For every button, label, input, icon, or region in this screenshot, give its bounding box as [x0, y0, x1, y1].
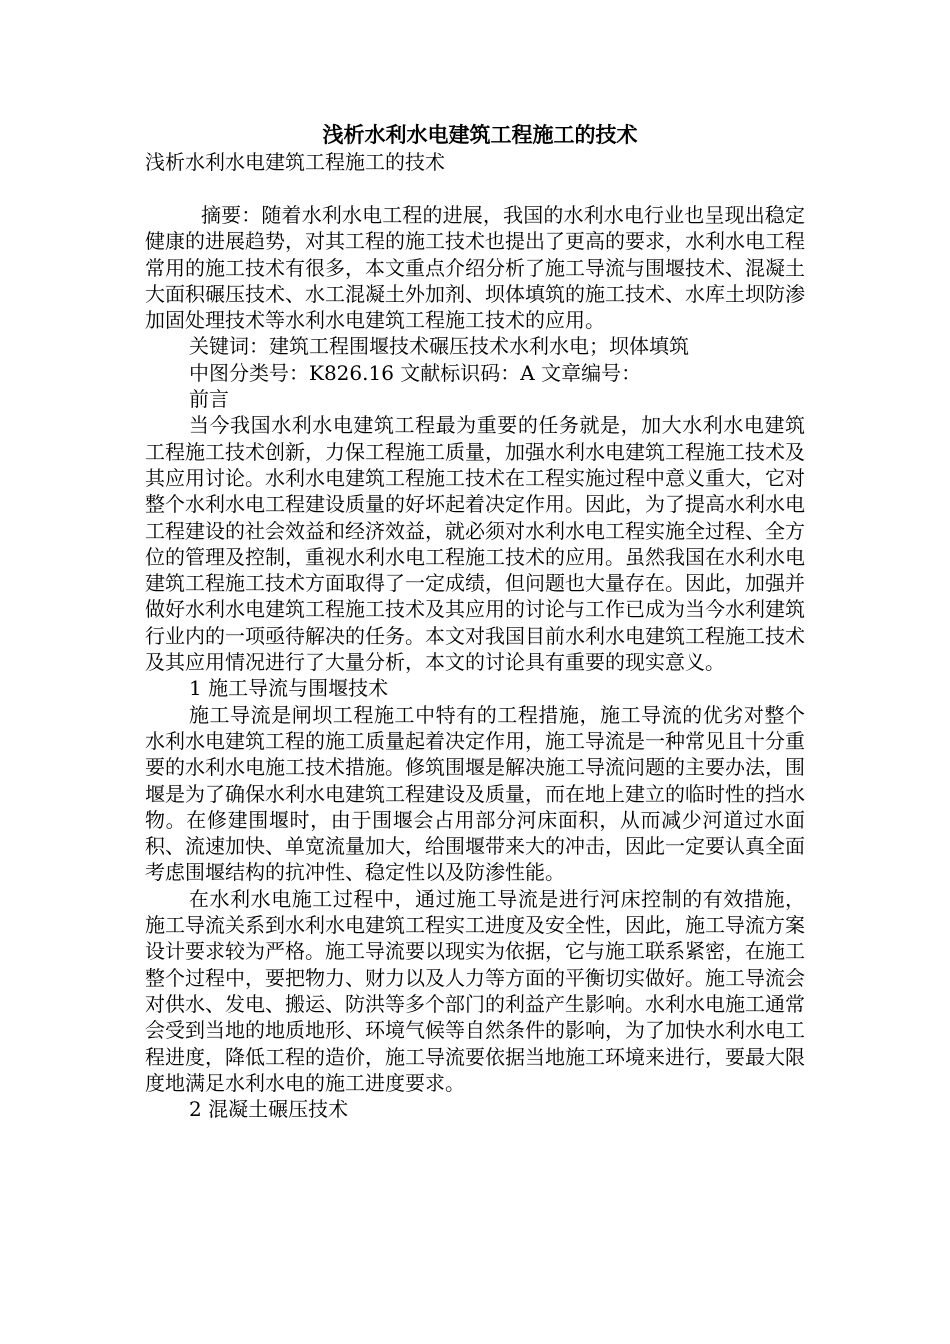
keywords-line: 关键词：建筑工程围堰技术碾压技术水利水电；坝体填筑	[189, 334, 689, 359]
preface-paragraph: 当今我国水利水电建筑工程最为重要的任务就是，加大水利水电建筑工程施工技术创新，力保工程施工质量，加强水利水电建筑工程施工技术及其应用讨论。水利水电建筑工程施工技术在工程实施过程中意义重大，它对整个水利水电工程建设质量的好坏起着决定作用。因此，为了提高水利水电工程建设的社会效益和经济效益，就必须对水利水电工程实施全过程、全方位的管理及控制，重视水利水电工程施工技术的应用。虽然我国在水利水电建筑工程施工技术方面取得了一定成绩，但问题也大量存在。因此，加强并做好水利水电建筑工程施工技术及其应用的讨论与工作已成为当今水利建筑行业内的一项亟待解决的任务。本文对我国目前水利水电建筑工程施工技术及其应用情况进行了大量分析，本文的讨论具有重要的现实意义。	[145, 413, 805, 675]
abstract-paragraph: 摘要：随着水利水电工程的进展，我国的水利水电行业也呈现出稳定健康的进展趋势，对其工程的施工技术也提出了更高的要求，水利水电工程常用的施工技术有很多，本文重点介绍分析了施工导流与围堰技术、混凝土大面积碾压技术、水工混凝土外加剂、坝体填筑的施工技术、水库土坝防渗加固处理技术等水利水电建筑工程施工技术的应用。	[145, 203, 805, 333]
section-1-paragraph-1: 施工导流是闸坝工程施工中特有的工程措施，施工导流的优劣对整个水利水电建筑工程的施工质量起着决定作用，施工导流是一种常见且十分重要的水利水电施工技术措施。修筑围堰是解决施工导流问题的主要办法，围堰是为了确保水利水电建筑工程建设及质量，而在地上建立的临时性的挡水物。在修建围堰时，由于围堰会占用部分河床面积，从而减少河道过水面积、流速加快、单宽流量加大，给围堰带来大的冲击，因此一定要认真全面考虑围堰结构的抗冲性、稳定性以及防渗性能。	[145, 702, 805, 885]
document-body	[145, 121, 805, 1122]
document-title: 浅析水利水电建筑工程施工的技术	[322, 123, 638, 147]
classification-line: 中图分类号：K826.16 文献标识码：A 文章编号：	[189, 360, 642, 385]
section-1-paragraph-2: 在水利水电施工过程中，通过施工导流是进行河床控制的有效措施，施工导流关系到水利水电建筑工程实工进度及安全性，因此，施工导流方案设计要求较为严格。施工导流要以现实为依据，它与施工联系紧密，在施工整个过程中，要把物力、财力以及人力等方面的平衡切实做好。施工导流会对供水、发电、搬运、防洪等多个部门的利益产生影响。水利水电施工通常会受到当地的地质地形、环境气候等自然条件的影响，为了加快水利水电工程进度，降低工程的造价，施工导流要依据当地施工环境来进行，要最大限度地满足水利水电的施工进度要求。	[145, 886, 805, 1095]
document-subtitle: 浅析水利水电建筑工程施工的技术	[145, 150, 445, 174]
section-2-heading: 2 混凝土碾压技术	[189, 1097, 349, 1122]
section-1-heading: 1 施工导流与围堰技术	[189, 676, 389, 701]
preface-heading: 前言	[189, 387, 229, 412]
